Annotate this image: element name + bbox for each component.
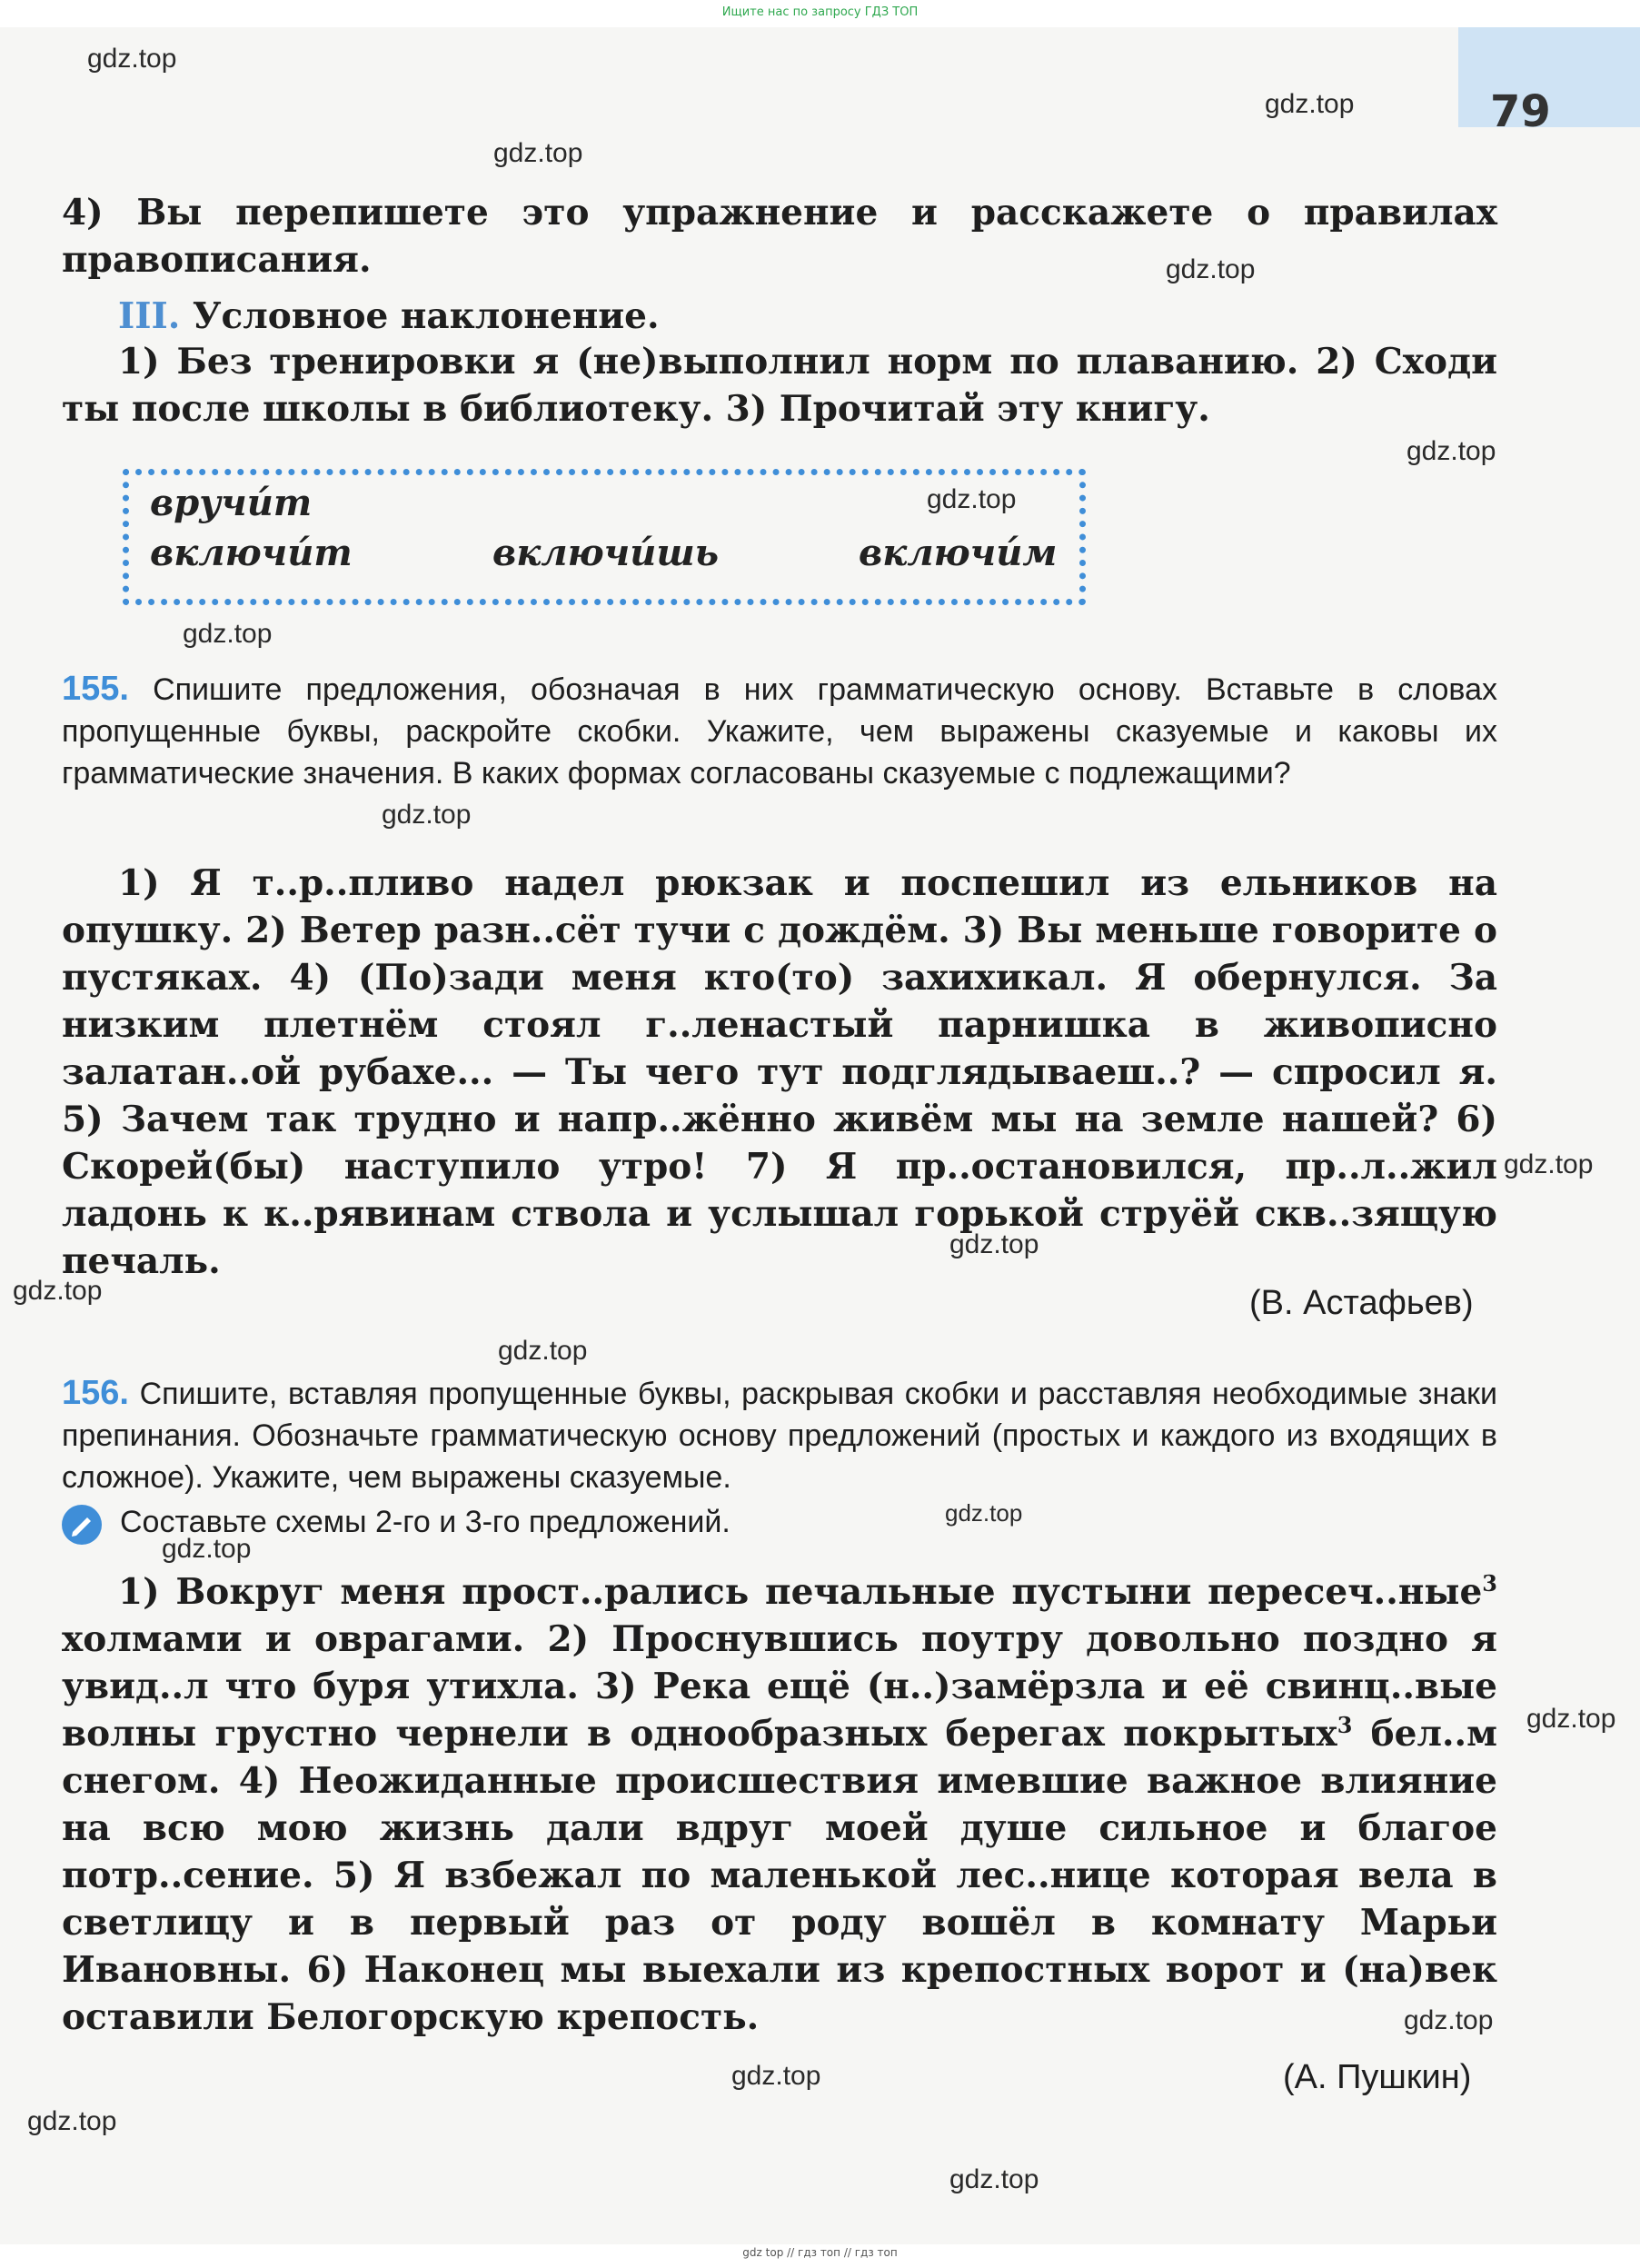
ex155-author: (В. Астафьев) (1249, 1284, 1474, 1322)
watermark: gdz.top (493, 138, 583, 168)
pencil-icon (62, 1505, 102, 1545)
intro-item4: 4) Вы перепишете это упражнение и расскажете о правилах правописания. (62, 192, 1497, 281)
ex156-number: 156. (62, 1374, 129, 1412)
watermark: gdz.top (927, 484, 1017, 514)
box-word-4: включи́м (859, 532, 1058, 574)
footnote-mark: 3 (1482, 1570, 1497, 1597)
watermark: gdz.top (949, 1229, 1039, 1259)
bottom-links[interactable]: gdz top // гдз топ // гдз топ (742, 2246, 898, 2259)
footnote-mark: 3 (1337, 1712, 1353, 1738)
watermark: gdz.top (382, 800, 472, 830)
box-word-1: вручи́т (150, 482, 313, 524)
ex155-instruction-text: Спишите предложения, обозначая в них грамматическую основу. Вставьте в словах пропущенные буквы, раскройте скобки. Укажите, чем выражены сказуемые и каковы их грамматические значения. В каких формах согласованы сказуемые с подлежащими? (62, 672, 1497, 791)
ex156-text (62, 1568, 1497, 2041)
ex156-text-part2: холмами и оврагами. 2) Проснувшись поутру довольно поздно я увид..л что буря утихла. 3) Река ещё (н..)замёрзла и её свинц..вые волны грустно чернели в однообразных берегах покрытых (62, 1618, 1497, 1755)
ex155-text: 1) Я т..р..пливо надел рюкзак и поспешил из ельников на опушку. 2) Ветер разн..сёт тучи с дождём. 3) Вы меньше говорите о пустяках. 4) (По)зади меня кто(то) захихикал. Я обернулся. За низким плетнём стоял г..ленастый парнишка в живописно залатан..ой рубахе... — Ты чего тут подглядываеш..? — спросил я. 5) Зачем так трудно и напр..жённо живём мы на земле нашей? 6) Скорей(бы) наступило утро! 7) Я пр..остановился, пр..л..жил ладонь к к..рявинам ствола и услышал горькой струёй скв..зящую печаль. (62, 862, 1497, 1282)
watermark: gdz.top (731, 2061, 821, 2091)
ex156-extra: Составьте схемы 2-го и 3-го предложений. (120, 1505, 731, 1539)
watermark: gdz.top (162, 1534, 252, 1564)
watermark: gdz.top (949, 2164, 1039, 2194)
watermark: gdz.top (27, 2106, 117, 2136)
section-heading (118, 293, 1481, 340)
box-word-3: включи́шь (492, 532, 720, 574)
ex156-instruction (62, 1372, 1497, 1498)
watermark: gdz.top (498, 1336, 588, 1366)
watermark: gdz.top (1504, 1149, 1594, 1179)
watermark: gdz.top (1166, 254, 1256, 284)
ex156-author: (А. Пушкин) (1283, 2058, 1472, 2096)
ex156-instruction-text: Спишите, вставляя пропущенные буквы, раскрывая скобки и расставляя необходимые знаки препинания. Обозначьте грамматическую основу предложений (простых и каждого из входящих в сложное). Укажите, чем выражены сказуемые. (62, 1377, 1498, 1495)
top-search-link[interactable]: Ищите нас по запросу ГДЗ ТОП (721, 5, 919, 19)
ex155-number: 155. (62, 670, 129, 708)
section-title: Условное наклонение. (192, 295, 660, 337)
ex156-text-part1: 1) Вокруг меня прост..рались печальные пустыни пересеч..ные (118, 1571, 1483, 1613)
watermark: gdz.top (13, 1276, 103, 1306)
watermark: gdz.top (1406, 436, 1496, 466)
ex155-instruction (62, 668, 1497, 794)
section-roman: III. (118, 295, 181, 337)
watermark: gdz.top (1404, 2005, 1494, 2035)
page-number: 79 (1490, 86, 1551, 137)
watermark: gdz.top (945, 1499, 1023, 1527)
ex156-text-part3: бел..м снегом. 4) Неожиданные происшествия имевшие важное влияние на всю мою жизнь дали вдруг моей душе сильное и благое потр..сение. 5) Я взбежал по маленькой лес..нице которая вела в светлицу и в первый раз от роду вошёл в комнату Марьи Ивановны. 6) Наконец мы выехали из крепостных ворот и (на)век оставили Белогорскую крепость. (62, 1713, 1497, 2038)
watermark: gdz.top (87, 44, 177, 74)
box-word-2: включи́т (150, 532, 353, 574)
watermark: gdz.top (183, 619, 273, 649)
watermark: gdz.top (1526, 1704, 1616, 1734)
watermark: gdz.top (1265, 89, 1355, 119)
intro-sentences: 1) Без тренировки я (не)выполнил норм по плаванию. 2) Сходи ты после школы в библиотеку. 3) Прочитай эту книгу. (62, 341, 1497, 430)
